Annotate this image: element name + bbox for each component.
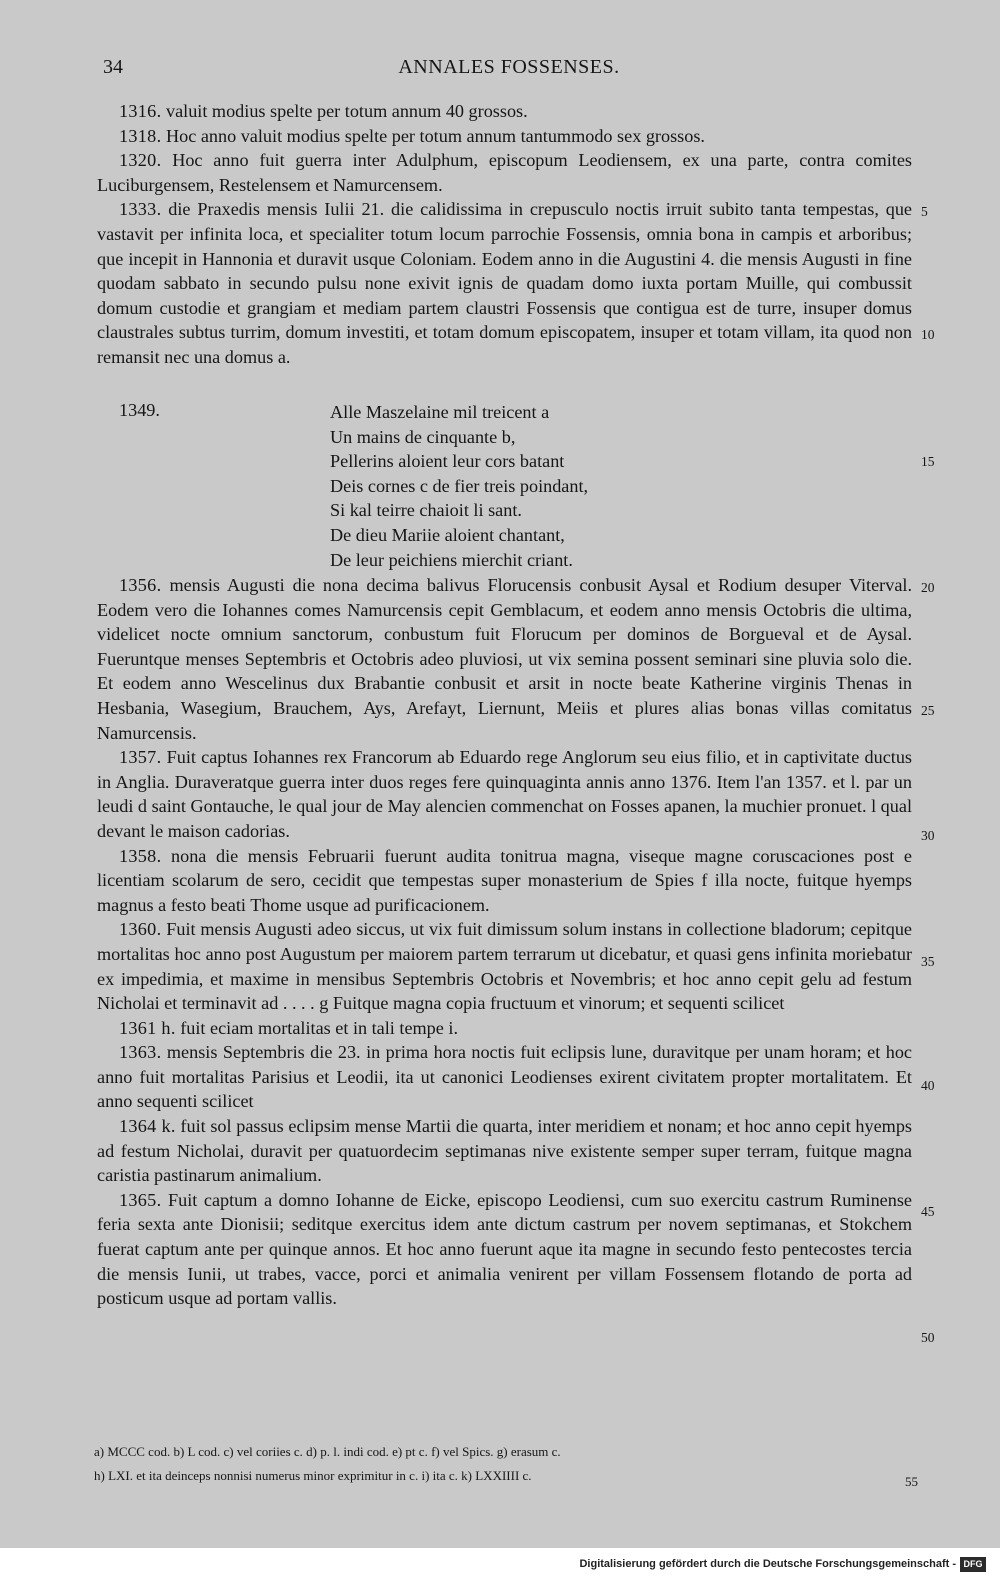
line-number: 25 (921, 703, 935, 718)
poem-year: 1349. (119, 400, 160, 420)
poem-line: Deis cornes c de fier treis poindant, (330, 475, 589, 496)
entry-1361: 1361 h. fuit eciam mortalitas et in tali tempe i. (119, 1017, 458, 1038)
poem-line: De dieu Mariie aloient chantant, (330, 524, 565, 545)
line-number: 50 (921, 1330, 935, 1345)
line-number: 5 (921, 204, 928, 219)
line-number: 35 (921, 954, 935, 969)
entry-1363: 1363. mensis Septembris die 23. in prima hora noctis fuit eclipsis lune, duravitque per unam horam; et hoc anno fuit mortalitas Parisius et Leodii, ita ut canonici Leodienses exirent civitatem propter mortalitatem. Et anno sequenti scilicet (97, 1042, 912, 1112)
entry-1364: 1364 k. fuit sol passus eclipsim mense Martii die quarta, inter meridiem et nonam; et hoc anno cepit hyemps ad festum Nicholai, duravit per quatuordecim septimanas nive existente semper super terram, fuitque magna caristia pastinarum animalium. (97, 1116, 912, 1186)
funding-bar (0, 1548, 1000, 1583)
line-number: 10 (921, 327, 935, 342)
line-number: 45 (921, 1204, 935, 1219)
poem-line: Pellerins aloient leur cors batant (330, 451, 565, 472)
dfg-logo-icon[interactable]: DFG (960, 1557, 986, 1572)
poem-line: Un mains de cinquante b, (330, 426, 516, 447)
line-number: 15 (921, 454, 935, 469)
line-number: 20 (921, 580, 935, 595)
footnote-line: h) LXI. et ita deinceps nonnisi numerus minor exprimitur in c. i) ita c. k) LXXIIII c. (94, 1468, 532, 1483)
poem (330, 400, 588, 572)
text-block-1 (97, 99, 912, 370)
entry-1316: 1316. valuit modius spelte per totum annum 40 grossos. (119, 101, 528, 121)
entry-1318: 1318. Hoc anno valuit modius spelte per totum annum tantummodo sex grossos. (119, 125, 705, 146)
poem-line: Si kal teirre chaioit li sant. (330, 500, 522, 521)
line-number: 30 (921, 828, 935, 843)
footnote-line: a) MCCC cod. b) L cod. c) vel coriies c. d) p. l. indi cod. e) pt c. f) vel Spics. g) erasum c. (94, 1444, 561, 1459)
entry-1358: 1358. nona die mensis Februarii fuerunt audita tonitrua magna, viseque magne coruscaciones post e licentiam scolarum de sero, cecidit que tempestas super monasterium de Spies f illa nocte, fuitque hyemps magnus a festo beati Thome usque ad purificacionem. (97, 845, 912, 915)
running-title: ANNALES FOSSENSES. (398, 56, 620, 78)
entry-1357: 1357. Fuit captus Iohannes rex Francorum ab Eduardo rege Anglorum seu eius filio, et in captivitate ductus in Anglia. Duraveratque guerra inter duos reges fere quinquaginta annis anno 1376. Item l'an 1357. et l. par un leudi d saint Gontauche, le qual jour de May alencien commenchat on Fosses apanen, la muchier pronuet. l qual devant le maison cadorias. (97, 747, 912, 841)
page-number: 34 (103, 56, 123, 78)
funding-text: Digitalisierung gefördert durch die Deutsche Forschungsgemeinschaft - (579, 1558, 956, 1570)
entry-1320: 1320. Hoc anno fuit guerra inter Adulphum, episcopum Leodiensem, ex una parte, contra comites Luciburgensem, Restelensem et Namurcensem. (97, 150, 912, 195)
poem-line: Alle Maszelaine mil treicent a (330, 402, 550, 422)
entry-1360: 1360. Fuit mensis Augusti adeo siccus, ut vix fuit dimissum solum instans in collectione bladorum; cepitque mortalitas hoc anno post Augustum per maiorem partem terrarum ut dicebatur, et quasi gens infinita moriebatur ex impedimia, et maxime in mensibus Septembris Octobris et Novembris; et hoc anno cepit gelu ad festum Nicholai et terminavit ad . . . . g Fuitque magna copia fructuum et vinorum; et sequenti scilicet (97, 919, 912, 1014)
entry-1333: 1333. die Praxedis mensis Iulii 21. die calidissima in crepusculo noctis irruit subito tanta tempestas, que vastavit per infinita loca, et specialiter totum locum parrochie Fossensis, omnia bona in campis et arboribus; que incepit in Hannonia et duravit usque Coloniam. Eodem anno in die Augustini 4. die mensis Augusti in fine quodam sabbato in secundo pulsu none exivit ignis de quadam domo iuxta portam Muille, qui combussit domum custodie et grangiam et mediam partem claustri Fossensis que contigua est de turre, insuper domus claustrales subtus turrim, domum investiti, et totam domum episcopatem, insuper et totam villam, ita quod non remansit nec una domus a. (97, 199, 912, 367)
line-number: 40 (921, 1078, 935, 1093)
poem-line: De leur peichiens mierchit criant. (330, 549, 573, 570)
entry-1365: 1365. Fuit captum a domno Iohanne de Eicke, episcopo Leodiensi, cum suo exercitu castrum Ruminense feria sexta ante Dionisii; seditque exercitus idem ante dictum castrum per novem septimanas, et Stokchem fuerat captum ante per quinque annos. Et hoc anno fuerunt aque ita magne in secundo festo pentecostes tercia die mensis Iunii, ut trabes, vacce, porci et animalia venirent per villam Fossensem flotando de porta ad posticum usque ad portam vallis. (97, 1189, 912, 1309)
text-block-2 (97, 573, 912, 1311)
footer-number: 55 (905, 1474, 918, 1489)
entry-1356: 1356. mensis Augusti die nona decima balivus Florucensis conbusit Aysal et Rodium desuper Viterval. Eodem vero die Iohannes comes Namurcensis cepit Gemblacum, et eodem anno mensis Octobris die ultima, videlicet nocte omnium sanctorum, conbustum fuit Florucum per dominos de Borgueval et de Aysal. Fueruntque menses Septembris et Octobris adeo pluviosi, ut vix semina possent seminari sine pluvia solo die. Et eodem anno Wescelinus dux Brabantie conbusit et arsit in nocte beate Katherine virginis Thenas in Hesbania, Wasegium, Brauchem, Ays, Arefayt, Liernunt, Meiis et plures alias bonas villas comitatus Namurcensis. (97, 575, 912, 743)
